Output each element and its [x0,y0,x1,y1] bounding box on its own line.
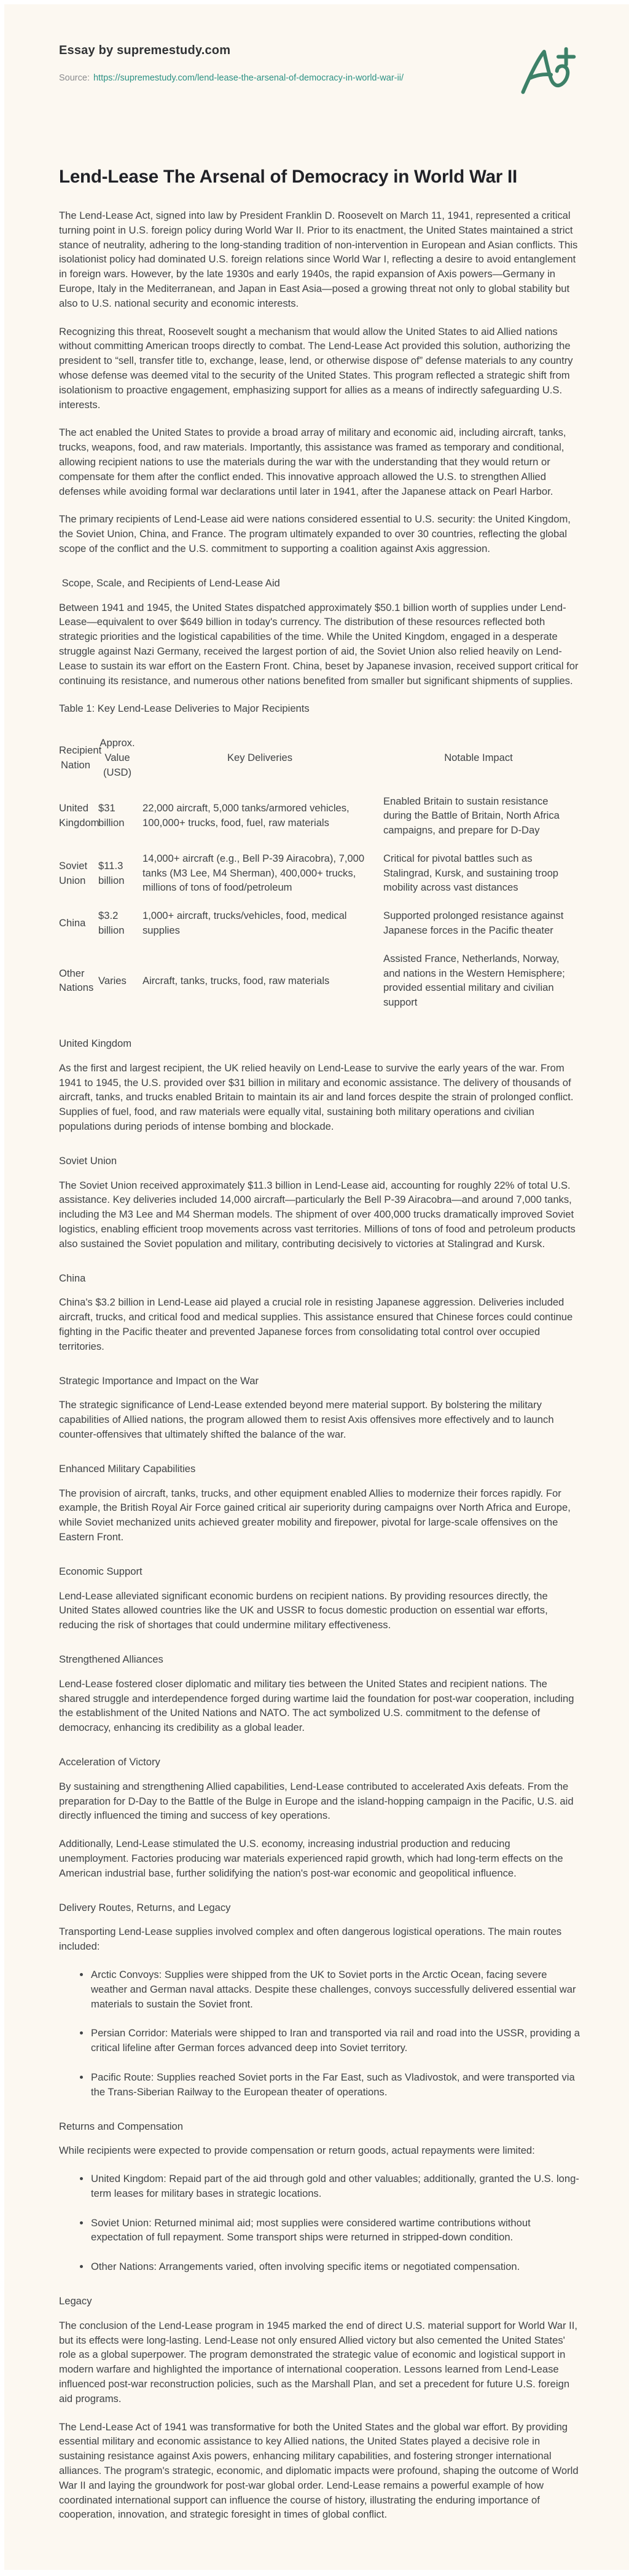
list-item-persian-corridor: Persian Corridor: Materials were shipped to Iran and transported via rail and road into the USSR, providing a critical lifeline after German forces advanced deep into Soviet territory. [80,2026,580,2055]
paragraph: By sustaining and strengthening Allied capabilities, Lend-Lease contributed to accelerated Axis defeats. From the preparation for D-Day to the Battle of the Bulge in Europe and the island-hopping campaign in the Pacific, U.S. aid directly influenced the timing and success of key operations. [59,1780,574,1822]
paragraph: Between 1941 and 1945, the United States dispatched approximately $50.1 billion worth of supplies under Lend-Lease—equivalent to over $649 billion in today's currency. The distribution of these resources reflected both strategic priorities and the logistical capabilities of the time. While the United Kingdom, engaged in a desperate struggle against Nazi Germany, received the largest portion of aid, the Soviet Union also relied heavily on Lend-Lease to sustain its war effort on the Eastern Front. China, beset by Japanese invasion, received support critical for continuing its resistance, and numerous other nations benefited from smaller but significant shipments of supplies. [59,601,579,687]
aplus-logo-icon [518,42,580,100]
column-header-value: Approx. Value (USD) [100,737,135,778]
paragraph: While recipients were expected to provide compensation or return goods, actual repayments were limited: [59,2145,535,2157]
paragraph: The Lend-Lease Act of 1941 was transformative for both the United States and the global war effort. By providing essential military and economic assistance to key Allied nations, the United States played a decisive role in sustaining resistance against Axis powers, enhancing military capabilities, and fostering stronger international alliances. The program's strategic, economic, and diplomatic impacts were profound, shaping the outcome of World War II and laying the groundwork for post-war global order. Lend-Lease remains a powerful example of how coordinated international support can influence the course of history, illustrating the enduring importance of cooperation, innovation, and strategic foresight in times of global conflict. [59,2420,579,2521]
header-text-block [59,42,404,84]
source-label: Source: [59,73,90,83]
essay-by-title: Essay by supremestudy.com [59,44,231,57]
section-heading-china: China [59,1272,86,1284]
cell-nation: China [59,917,86,929]
paragraph: Recognizing this threat, Roosevelt sought a mechanism that would allow the United States to aid Allied nations without committing American troops directly to combat. The Lend-Lease Act provided this solution, authorizing the president to “sell, transfer title to, exchange, lease, lend, or otherwise dispose of” defense materials to any country whose defense was deemed vital to the security of the United States. This program reflected a strategic shift from isolationism to proactive engagement, emphasizing support for allies as a means of indirectly safeguarding U.S. interests. [59,325,573,411]
column-header-impact: Notable Impact [444,751,513,763]
cell-deliveries: 14,000+ aircraft (e.g., Bell P-39 Airacobra), 7,000 tanks (M3 Lee, M4 Sherman), 400,000+ trucks, millions of tons of food/petroleum [143,852,365,894]
cell-nation: United Kingdom [59,802,100,829]
paragraph: The conclusion of the Lend-Lease program in 1945 marked the end of direct U.S. material support for World War II, but its effects were long-lasting. Lend-Lease not only ensured Allied victory but also cemented the United States' role as a global superpower. The program demonstrated the strategic value of economic and logistical support in modern warfare and highlighted the importance of international cooperation. Lessons learned from Lend-Lease influenced post-war reconstruction policies, such as the Marshall Plan, and set a precedent for future U.S. foreign aid programs. [59,2319,577,2405]
column-header-nation: Recipient Nation [59,744,102,771]
cell-impact: Supported prolonged resistance against Japanese forces in the Pacific theater [383,910,564,937]
table-row [59,845,580,902]
section-heading-united-kingdom: United Kingdom [59,1038,132,1050]
paragraph: Transporting Lend-Lease supplies involved complex and often dangerous logistical operations. The main routes included: [59,1926,562,1953]
section-heading-delivery-routes: Delivery Routes, Returns, and Legacy [59,1901,231,1913]
paragraph: China's $3.2 billion in Lend-Lease aid played a crucial role in resisting Japanese aggression. Deliveries included aircraft, trucks, and critical food and medical supplies. This assistance ensured that Chinese forces could continue fighting in the Pacific theater and prevented Japanese forces from consolidating total control over occupied territories. [59,1296,573,1352]
source-link[interactable]: https://supremestudy.com/lend-lease-the-arsenal-of-democracy-in-world-war-ii/ [93,73,404,83]
paragraph: Additionally, Lend-Lease stimulated the U.S. economy, increasing industrial production and reducing unemployment. Factories producing war materials experienced rapid growth, which had long-term effects on the American industrial base, further solidifying the nation's post-war economic and geopolitical influence. [59,1838,563,1879]
cell-impact: Critical for pivotal battles such as Stalingrad, Kursk, and sustaining troop mobility across vast distances [383,852,559,894]
section-heading-soviet-union: Soviet Union [59,1154,117,1167]
returns-list [59,2172,580,2274]
list-item-united-kingdom: United Kingdom: Repaid part of the aid through gold and other valuables; additionally, granted the U.S. long-term leases for military bases in strategic locations. [80,2172,580,2201]
lend-lease-table [59,730,580,1017]
cell-deliveries: 22,000 aircraft, 5,000 tanks/armored vehicles, 100,000+ trucks, food, fuel, raw materials [143,802,350,829]
table-row [59,945,580,1017]
section-heading-enhanced-military: Enhanced Military Capabilities [59,1462,196,1475]
paragraph: Lend-Lease fostered closer diplomatic and military ties between the United States and recipient nations. The shared struggle and interdependence forged during wartime laid the foundation for post-war cooperation, including the establishment of the United Nations and NATO. The act symbolized U.S. commitment to the defense of democracy, enhancing its credibility as a global leader. [59,1677,574,1734]
table-row [59,787,580,845]
cell-impact: Assisted France, Netherlands, Norway, and nations in the Western Hemisphere; provided essential military and civilian support [383,952,565,1009]
table-row [59,902,580,945]
cell-deliveries: Aircraft, tanks, trucks, food, raw materials [143,974,330,987]
table-caption: Table 1: Key Lend-Lease Deliveries to Major Recipients [59,703,310,715]
section-heading-legacy: Legacy [59,2295,92,2307]
cell-nation: Soviet Union [59,859,88,886]
section-heading-strengthened-alliances: Strengthened Alliances [59,1653,163,1665]
section-heading-returns-compensation: Returns and Compensation [59,2120,184,2132]
list-item-soviet-union: Soviet Union: Returned minimal aid; most supplies were considered wartime contributions without expectation of full repayment. Some transport ships were returned in stripped-down condition. [80,2216,580,2245]
paragraph: The Lend-Lease Act, signed into law by President Franklin D. Roosevelt on March 11, 1941, represented a critical turning point in U.S. foreign policy during World War II. Prior to its enactment, the United States maintained a strict stance of neutrality, adhering to the long-standing tradition of non-intervention in European and Asian conflicts. This isolationist policy had dominated U.S. foreign relations since World War I, reflecting a desire to avoid entanglement in foreign wars. However, by the late 1930s and early 1940s, the rapid expansion of Axis powers—Germany in Europe, Italy in the Mediterranean, and Japan in East Asia—posed a growing threat not only to global stability but also to U.S. national security and economic interests. [59,210,578,309]
section-heading-economic-support: Economic Support [59,1565,143,1577]
section-heading-strategic-importance: Strategic Importance and Impact on the War [59,1374,259,1387]
source-line [59,72,404,84]
section-heading-acceleration-of-victory: Acceleration of Victory [59,1755,160,1768]
section-heading-scope: Scope, Scale, and Recipients of Lend-Lease Aid [59,577,280,589]
doc-header [59,42,580,100]
list-item-other-nations: Other Nations: Arrangements varied, often involving specific items or negotiated compensation. [80,2259,580,2274]
list-item-arctic-convoys: Arctic Convoys: Supplies were shipped from the UK to Soviet ports in the Arctic Ocean, facing severe weather and German naval attacks. Despite these challenges, convoys successfully delivered essential war materials to sustain the Soviet front. [80,1967,580,2011]
paragraph: The act enabled the United States to provide a broad array of military and economic aid, including aircraft, tanks, trucks, weapons, food, and raw materials. Importantly, this assistance was framed as temporary and conditional, allowing recipient nations to use the materials during the war with the understanding that they would return or compensate for them after the conflict ended. This innovative approach allowed the U.S. to strengthen Allied defenses while avoiding formal war declarations until later in 1941, after the Japanese attack on Pearl Harbor. [59,427,566,497]
paragraph: As the first and largest recipient, the UK relied heavily on Lend-Lease to survive the early years of the war. From 1941 to 1945, the U.S. provided over $31 billion in military and economic assistance. The delivery of thousands of aircraft, tanks, and trucks enabled Britain to maintain its air and land forces despite the strain of prolonged conflict. Supplies of fuel, food, and raw materials were equally vital, sustaining both military operations and civilian populations during periods of intense bombing and blockade. [59,1062,574,1133]
cell-value: $3.2 billion [98,910,125,937]
cell-value: $11.3 billion [98,859,125,886]
paragraph: The Soviet Union received approximately $11.3 billion in Lend-Lease aid, accounting for roughly 22% of total U.S. assistance. Key deliveries included 14,000 aircraft—particularly the Bell P-39 Airacobra—and around 7,000 tanks, including the M3 Lee and M4 Sherman models. The shipment of over 400,000 trucks dramatically improved Soviet logistics, enabling efficient troop movements across vast territories. Millions of tons of food and petroleum products also sustained the Soviet population and military, contributing decisively to victories at Stalingrad and Kursk. [59,1179,576,1250]
paragraph: The primary recipients of Lend-Lease aid were nations considered essential to U.S. security: the United Kingdom, the Soviet Union, China, and France. The program ultimately expanded to over 30 countries, reflecting the global scope of the conflict and the U.S. commitment to supporting a coalition against Axis aggression. [59,513,571,554]
paragraph: The provision of aircraft, tanks, trucks, and other equipment enabled Allies to modernize their forces rapidly. For example, the British Royal Air Force gained critical air superiority during campaigns over North Africa and Europe, while Soviet mechanized units achieved greater mobility and firepower, pivotal for large-scale offensives on the Eastern Front. [59,1487,571,1543]
paragraph: Lend-Lease alleviated significant economic burdens on recipient nations. By providing resources directly, the United States allowed countries like the UK and USSR to focus domestic production on essential war efforts, reducing the risk of shortages that could undermine military effectiveness. [59,1589,548,1631]
cell-deliveries: 1,000+ aircraft, trucks/vehicles, food, medical supplies [143,910,347,937]
column-header-deliveries: Key Deliveries [227,751,293,763]
cell-value: Varies [98,974,127,987]
cell-nation: Other Nations [59,967,94,994]
article-title: Lend-Lease The Arsenal of Democracy in World War II [59,167,518,187]
table-header-row [59,730,580,787]
paragraph: The strategic significance of Lend-Lease extended beyond mere material support. By bolstering the military capabilities of Allied nations, the program allowed them to resist Axis offensives more effectively and to launch counter-offensives that ultimately shifted the balance of the war. [59,1399,554,1440]
delivery-routes-list [59,1967,580,2100]
cell-impact: Enabled Britain to sustain resistance during the Battle of Britain, North Africa campaigns, and prepare for D-Day [383,795,560,837]
cell-value: $31 billion [98,802,125,829]
list-item-pacific-route: Pacific Route: Supplies reached Soviet ports in the Far East, such as Vladivostok, and were transported via the Trans-Siberian Railway to the European theater of operations. [80,2070,580,2100]
essay-page [4,4,629,2570]
